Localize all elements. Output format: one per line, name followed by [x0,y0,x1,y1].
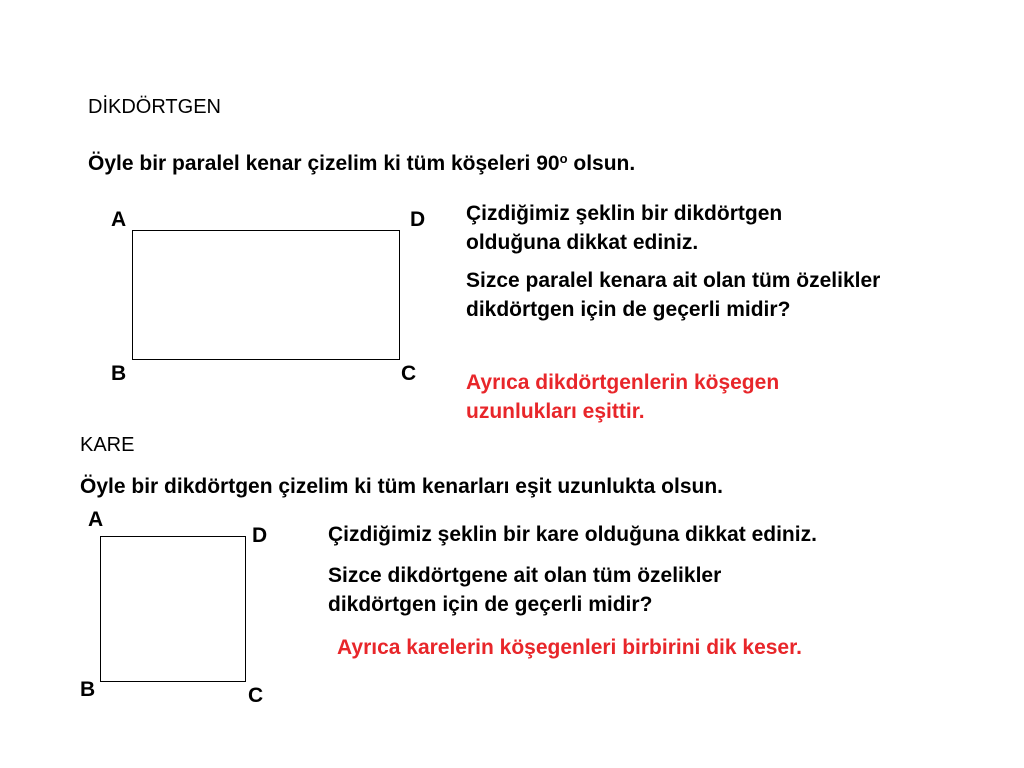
rectangle-label-b: B [111,362,127,385]
rectangle-label-a: A [111,208,127,231]
rectangle-note-red: Ayrıca dikdörtgenlerin köşegen uzunlukları eşittir. [466,371,780,423]
rectangle-note-1: Çizdiğimiz şeklin bir dikdörtgen olduğuna dikkat ediniz. [466,202,783,254]
rectangle-heading: DİKDÖRTGEN [88,96,221,118]
square-label-a: A [88,508,104,531]
square-note-red: Ayrıca karelerin köşegenleri birbirini dik keser. [337,636,802,659]
square-heading: KARE [80,434,135,456]
rectangle-lead-suffix: olsun. [567,152,636,175]
rectangle-note-2: Sizce paralel kenara ait olan tüm özelikler dikdörtgen için de geçerli midir? [466,269,881,321]
square-lead-text: Öyle bir dikdörtgen çizelim ki tüm kenarları eşit uzunlukta olsun. [80,475,723,498]
rectangle-label-d: D [410,208,426,231]
rectangle-label-c: C [401,362,417,385]
square-shape [100,536,246,682]
rectangle-lead-text [88,152,635,176]
square-note-2: Sizce dikdörtgene ait olan tüm özelikler dikdörtgen için de geçerli midir? [328,564,722,616]
square-label-c: C [248,684,264,707]
rectangle-lead-main: Öyle bir paralel kenar çizelim ki tüm köşeleri 90 [88,152,560,175]
square-note-1: Çizdiğimiz şeklin bir kare olduğuna dikkat ediniz. [328,523,817,546]
square-label-b: B [80,678,96,701]
square-label-d: D [252,524,268,547]
degree-superscript: o [559,151,568,166]
rectangle-shape [132,230,400,360]
